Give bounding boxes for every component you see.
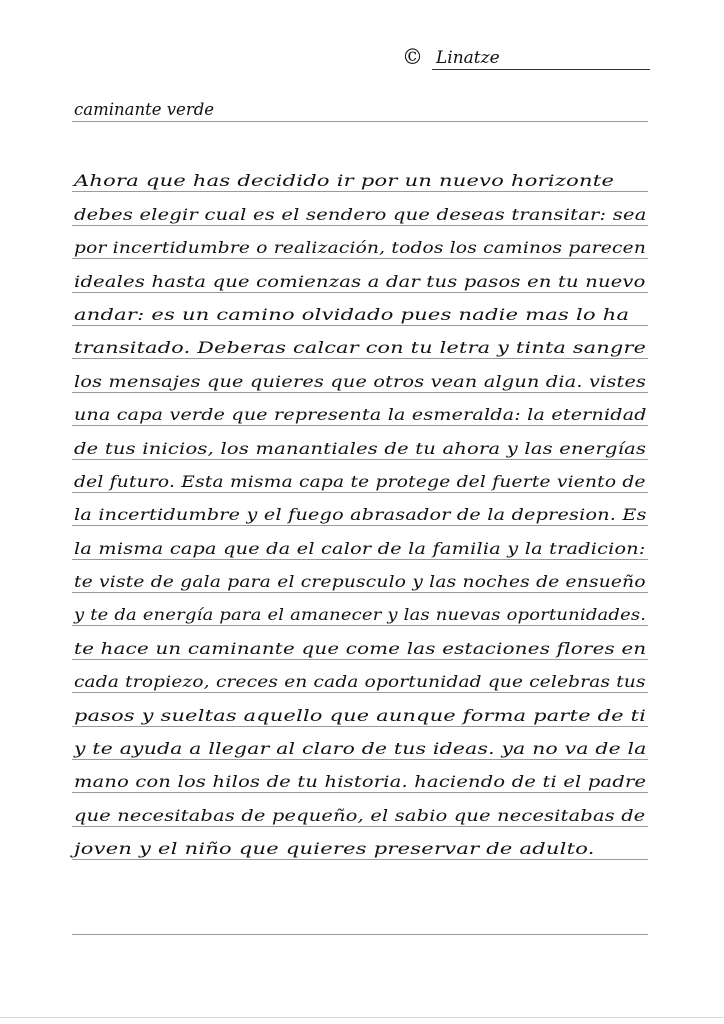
handwritten-body xyxy=(72,165,648,866)
text-line xyxy=(72,799,648,832)
line-text: mano con los hilos de tu historia. haciendo de ti el padre xyxy=(74,773,647,792)
text-line xyxy=(72,499,648,532)
line-text: transitado. Deberas calcar con tu letra y tinta sangre xyxy=(74,339,647,358)
text-line xyxy=(72,365,648,398)
line-text: del futuro. Esta misma capa te protege del fuerte viento de xyxy=(74,472,646,491)
text-line xyxy=(72,632,648,665)
text-line xyxy=(72,599,648,632)
text-line xyxy=(72,299,648,332)
line-text: te viste de gala para el crepusculo y las noches de ensueño xyxy=(74,573,646,592)
author-underline xyxy=(432,69,650,70)
line-text: te hace un caminante que come las estaciones flores en xyxy=(74,639,647,658)
poem-title: caminante verde xyxy=(74,100,215,119)
copyright-symbol: © xyxy=(402,45,423,69)
line-text: y te da energía para el amanecer y las nuevas oportunidades. xyxy=(74,606,647,625)
line-text: debes elegir cual es el sendero que deseas transitar: sea xyxy=(74,205,647,224)
text-line xyxy=(72,198,648,231)
text-line xyxy=(72,165,648,198)
author-name: Linatze xyxy=(436,48,500,68)
line-text: joven y el niño que quieres preservar de adulto. xyxy=(74,840,595,859)
text-line xyxy=(72,566,648,599)
title-ruled-line xyxy=(72,121,648,122)
blank-ruled-line xyxy=(72,934,648,935)
text-line xyxy=(72,399,648,432)
line-text: ideales hasta que comienzas a dar tus pasos en tu nuevo xyxy=(74,272,646,291)
line-text: y te ayuda a llegar al claro de tus ideas. ya no va de la xyxy=(74,740,647,759)
page-bottom-edge xyxy=(0,1017,724,1018)
text-line xyxy=(72,232,648,265)
line-text: cada tropiezo, creces en cada oportunidad que celebras tus xyxy=(74,673,646,692)
line-text: la misma capa que da el calor de la familia y la tradicion: xyxy=(74,539,646,558)
text-line xyxy=(72,699,648,732)
line-text: que necesitabas de pequeño, el sabio que necesitabas de xyxy=(74,806,646,825)
text-line xyxy=(72,332,648,365)
text-line xyxy=(72,733,648,766)
line-text: Ahora que has decidido ir por un nuevo horizonte xyxy=(74,172,615,191)
line-text: una capa verde que representa la esmeralda: la eternidad xyxy=(74,406,647,425)
text-line xyxy=(72,532,648,565)
line-text: por incertidumbre o realización, todos los caminos parecen xyxy=(74,239,646,258)
text-line xyxy=(72,766,648,799)
text-line xyxy=(72,666,648,699)
line-text: de tus inicios, los manantiales de tu ahora y las energías xyxy=(74,439,647,458)
text-line xyxy=(72,265,648,298)
text-line xyxy=(72,833,648,866)
line-text: la incertidumbre y el fuego abrasador de la depresion. Es xyxy=(74,506,647,525)
author-signature xyxy=(402,46,650,72)
line-text: andar: es un camino olvidado pues nadie mas lo ha xyxy=(74,305,630,324)
line-text: los mensajes que quieres que otros vean algun dia. vistes xyxy=(74,372,647,391)
text-line xyxy=(72,466,648,499)
text-line xyxy=(72,432,648,465)
line-text: pasos y sueltas aquello que aunque forma parte de ti xyxy=(74,706,647,725)
